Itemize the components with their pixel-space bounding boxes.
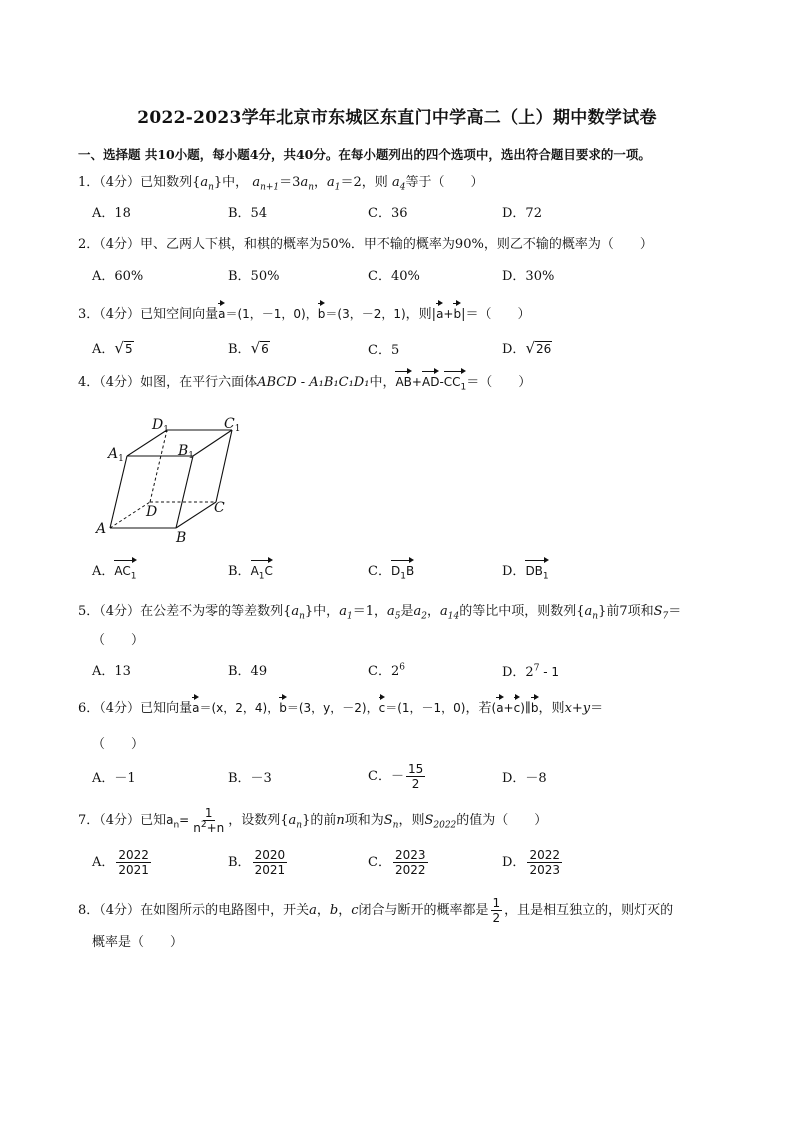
denominator: 2021 [254, 863, 286, 877]
option-letter: A． [92, 342, 115, 357]
q3-vector-a-value: (1，－1，0) [237, 307, 306, 321]
q5-text: 是 [400, 604, 414, 619]
section-heading: 一、选择题 共10小题，每小题4分，共40分。在每小题列出的四个选项中，选出符合题目要求的一项。 [78, 147, 651, 162]
q4-option-d[interactable] [502, 562, 549, 581]
page-title: 2022-2023学年北京市东城区东直门中学高二（上）期中数学试卷 [137, 108, 657, 128]
q4-points: （4分） [99, 375, 141, 390]
q1-an: $a_n$ [200, 175, 214, 193]
q5-text: ＝1， [352, 604, 387, 619]
question-6: 6．（4分）已知向量a＝(x，2，4)，b＝(3，y，－2)，c＝(1，－1，0)，若(a+c)∥b，则x+y＝ [78, 701, 604, 716]
q8-text: ，且是相互独立的，则灯灭的 [504, 903, 674, 918]
q6-option-b[interactable]: B．－3 [228, 771, 272, 786]
q7-sn: $S_n$ [383, 813, 399, 831]
q2-option-c[interactable]: C．40% [368, 269, 420, 284]
q8-switches: a [309, 903, 317, 918]
label-D1: $D_1$ [152, 417, 169, 435]
q1-a1: $a_1$ [327, 175, 341, 193]
q3-option-a[interactable] [92, 340, 134, 359]
q7-text: ，设数列{ [228, 813, 289, 828]
q7-text: 的值为（ ） [456, 813, 548, 828]
q7-number: 7． [78, 813, 100, 828]
vector-c: c [378, 701, 386, 715]
q4-text: ＝（ ） [466, 375, 532, 390]
q5-a1: $a_1$ [339, 604, 353, 622]
q4-text: 如图，在平行六面体 [140, 375, 258, 390]
q2-option-d[interactable]: D．30% [502, 269, 555, 284]
vector-b: b [530, 701, 539, 715]
q1-text: ， [314, 175, 328, 190]
numerator: 1 [204, 806, 213, 820]
q6-number: 6． [78, 701, 100, 716]
q6-option-c[interactable] [368, 762, 427, 791]
q2-option-b[interactable]: B．50% [228, 269, 280, 284]
q7-text: ，则 [398, 813, 425, 828]
vector-a: a [192, 701, 200, 715]
vector-DB1: $DB_1$ [525, 564, 549, 582]
denominator: 2023 [529, 863, 560, 877]
q7-an: $a_n$ [288, 813, 303, 831]
q1-text: ＝3 [279, 175, 301, 190]
q7-text: }的前 [302, 813, 337, 828]
denominator: 2021 [118, 863, 149, 877]
q7-s2022: $S_{2022}$ [424, 813, 457, 831]
fraction [116, 848, 151, 877]
q5-an: $a_n$ [291, 604, 305, 622]
q1-a4: $a_4$ [391, 175, 406, 193]
q5-option-d[interactable] [502, 663, 559, 682]
vector-a: a [436, 307, 444, 321]
q3-vector-b-value: (3，－2，1) [337, 307, 406, 321]
q6-xy: x+y [564, 701, 591, 716]
question-5 [78, 603, 681, 621]
q6-vector-b-value: ＝(3，y，－2) [286, 701, 367, 715]
q6-text: 已知向量 [140, 701, 193, 716]
vector-b: b [279, 701, 287, 715]
q3-number: 3． [78, 307, 100, 322]
exponent: 7 [533, 663, 540, 674]
q4-solid-name: ABCD - A₁B₁C₁D₁ [257, 375, 370, 390]
fraction [393, 848, 428, 877]
vector-a: a [218, 307, 226, 321]
option-letter: A． [92, 855, 115, 870]
q4-option-c[interactable] [368, 562, 414, 581]
q5-text: ， [426, 604, 440, 619]
label-A: A [96, 521, 107, 537]
q7-an: $a_n$ [166, 813, 180, 831]
vector-AD: AD [421, 375, 440, 389]
q1-number: 1． [78, 175, 100, 190]
q6-text: ，则 [538, 701, 565, 716]
option-letter: C．－ [368, 769, 404, 784]
sqrt: √ 5 [114, 339, 133, 357]
denominator: 2 [411, 777, 420, 791]
q4-option-b[interactable] [228, 562, 273, 581]
q4-option-a[interactable] [92, 562, 137, 581]
option-letter: D．2 [502, 665, 534, 680]
label-C: C [214, 500, 225, 516]
q5-a5: $a_5$ [386, 604, 401, 622]
q7-option-c[interactable] [368, 848, 430, 877]
q5-text: }前7项和 [598, 604, 654, 619]
label-A1: $A_1$ [108, 446, 124, 464]
question-7: 7．（4分）已知$a_n=$ $\frac{1}{n^2+n}$ ，设数列$\{a_n\}$的前n项和为$S_n$，则$S_{2022}$的值为（ ） [78, 806, 548, 835]
q7-option-a[interactable] [92, 848, 153, 877]
option-letter: D． [502, 564, 526, 579]
radicand: 26 [536, 342, 552, 356]
q5-answer-paren: （ ） [92, 633, 145, 648]
q1-option-d[interactable]: D．72 [502, 206, 542, 221]
option-letter: B． [228, 855, 251, 870]
numerator: 15 [407, 762, 424, 776]
q5-s7: $S_7$ [653, 604, 669, 622]
fraction [191, 806, 226, 835]
sqrt: √ 26 [525, 339, 552, 357]
q6-vector-a-value: ＝(x，2，4) [199, 701, 268, 715]
q5-a14: $a_{14}$ [440, 604, 460, 622]
q8-points: （4分） [99, 903, 141, 918]
q6-vector-c-value: ＝(1，－1，0) [385, 701, 466, 715]
q2-option-a[interactable]: A．60% [92, 269, 144, 284]
option-letter: B． [228, 564, 251, 579]
fraction [406, 762, 425, 791]
parallelepiped-figure [92, 410, 252, 550]
q1-text: 等于（ ） [405, 175, 484, 190]
q5-text: 在公差不为零的等差数列{ [140, 604, 292, 619]
option-letter: D． [502, 342, 526, 357]
label-D: D [146, 504, 158, 520]
vector-b: b [453, 307, 462, 321]
q3-text: ，则| [405, 307, 437, 322]
q8-line-2: 概率是（ ） [92, 935, 184, 950]
q7-option-b[interactable] [228, 848, 289, 877]
q1-text: 已知数列{ [140, 175, 201, 190]
fraction [527, 848, 562, 877]
q8-text: 闭合与断开的概率都是 [358, 903, 489, 918]
vector-c: c [513, 701, 521, 715]
radicand: 6 [261, 342, 269, 356]
q6-option-a[interactable]: A．－1 [92, 771, 136, 786]
numerator: 1 [492, 896, 501, 910]
q7-text: 已知 [140, 813, 167, 828]
q1-an1: $a_{n+1}$ [252, 175, 280, 193]
q5-text: ＝ [668, 604, 682, 619]
denominator-base: n [193, 821, 201, 835]
q1-option-b[interactable]: B．54 [228, 206, 268, 221]
q6-points: （4分） [99, 701, 141, 716]
q1-an: $a_n$ [300, 175, 315, 193]
option-letter: C． [368, 564, 391, 579]
q3-option-d[interactable] [502, 340, 552, 359]
label-B: B [176, 530, 187, 546]
q1-option-a[interactable]: A．18 [92, 206, 131, 221]
numerator: 2020 [254, 848, 286, 862]
q6-text: ，若 [465, 701, 492, 716]
vector-a: a [496, 701, 504, 715]
q3-option-c[interactable]: C．5 [368, 343, 400, 358]
option-letter: C． [368, 855, 391, 870]
vector-A1C: $A_1C$ [250, 564, 273, 582]
numerator: 2022 [118, 848, 149, 862]
vector-D1B: $D_1B$ [390, 564, 415, 582]
q5-a2: $a_2$ [413, 604, 427, 622]
q1-text: ＝2，则 [340, 175, 388, 190]
label-C1: $C_1$ [224, 416, 241, 434]
q1-points: （4分） [99, 175, 141, 190]
question-4: 4．（4分）如图，在平行六面体ABCD - A₁B₁C₁D₁中，$AB+AD-CC_1=$（ ） [78, 375, 532, 393]
q8-text: 在如图所示的电路图中，开关 [140, 903, 310, 918]
q8-number: 8． [78, 903, 100, 918]
q7-points: （4分） [99, 813, 141, 828]
q5-points: （4分） [99, 604, 141, 619]
q6-text: ＝ [590, 701, 604, 716]
q4-number: 4． [78, 375, 100, 390]
q5-text: }中， [304, 604, 340, 619]
option-tail: - 1 [539, 665, 560, 679]
q5-number: 5． [78, 604, 100, 619]
fraction [491, 896, 503, 925]
fraction [253, 848, 288, 877]
question-1 [78, 174, 483, 192]
option-letter: C．2 [368, 664, 400, 679]
q7-text: 项和为 [344, 813, 384, 828]
numerator: 2023 [394, 848, 426, 862]
option-letter: A． [92, 564, 115, 579]
radicand: 5 [124, 342, 133, 356]
vector-AC1: $AC_1$ [114, 564, 137, 582]
exponent: 6 [399, 662, 405, 673]
q1-text: }中， [213, 175, 249, 190]
q5-text: 的等比中项，则数列{ [459, 604, 585, 619]
q7-option-d[interactable] [502, 848, 564, 877]
denominator: $n^2+n$ [193, 820, 225, 835]
q5-option-c[interactable] [368, 663, 405, 681]
question-2: 2．（4分）甲、乙两人下棋，和棋的概率为50%．甲不输的概率为90%，则乙不输的概率为（ ） [78, 237, 653, 252]
q7-n: n [336, 813, 345, 828]
q6-parallel: ∥ [524, 701, 531, 716]
question-8: 8．（4分）在如图所示的电路图中，开关a，b，c闭合与断开的概率都是 $\frac{1}{2}$ ，且是相互独立的，则灯灭的 [78, 896, 674, 925]
q3-text: 已知空间向量 [140, 307, 219, 322]
q3-option-b[interactable] [228, 340, 270, 359]
question-3: 3．（4分）已知空间向量a＝(1，－1，0)，b＝(3，－2，1)，则|a+b|＝（ ） [78, 307, 531, 322]
denominator: 2022 [394, 863, 426, 877]
q5-option-b[interactable]: B．49 [228, 664, 268, 679]
q6-option-d[interactable]: D．－8 [502, 771, 547, 786]
vector-b: b [317, 307, 326, 321]
denominator: 2 [492, 911, 501, 925]
q5-option-a[interactable]: A．13 [92, 664, 131, 679]
vector-CC1: $CC_1$ [443, 375, 467, 393]
option-letter: B． [228, 342, 251, 357]
vector-AB: AB [395, 375, 412, 389]
q5-an: $a_n$ [584, 604, 599, 622]
q3-text: |＝（ ） [461, 307, 531, 322]
label-B1: $B_1$ [178, 443, 195, 461]
numerator: 2022 [529, 848, 560, 862]
q1-option-c[interactable]: C．36 [368, 206, 408, 221]
sqrt: √ 6 [250, 339, 269, 357]
q4-text: 中， [369, 375, 396, 390]
q3-points: （4分） [99, 307, 141, 322]
option-letter: D． [502, 855, 526, 870]
q6-answer-paren: （ ） [92, 737, 145, 752]
